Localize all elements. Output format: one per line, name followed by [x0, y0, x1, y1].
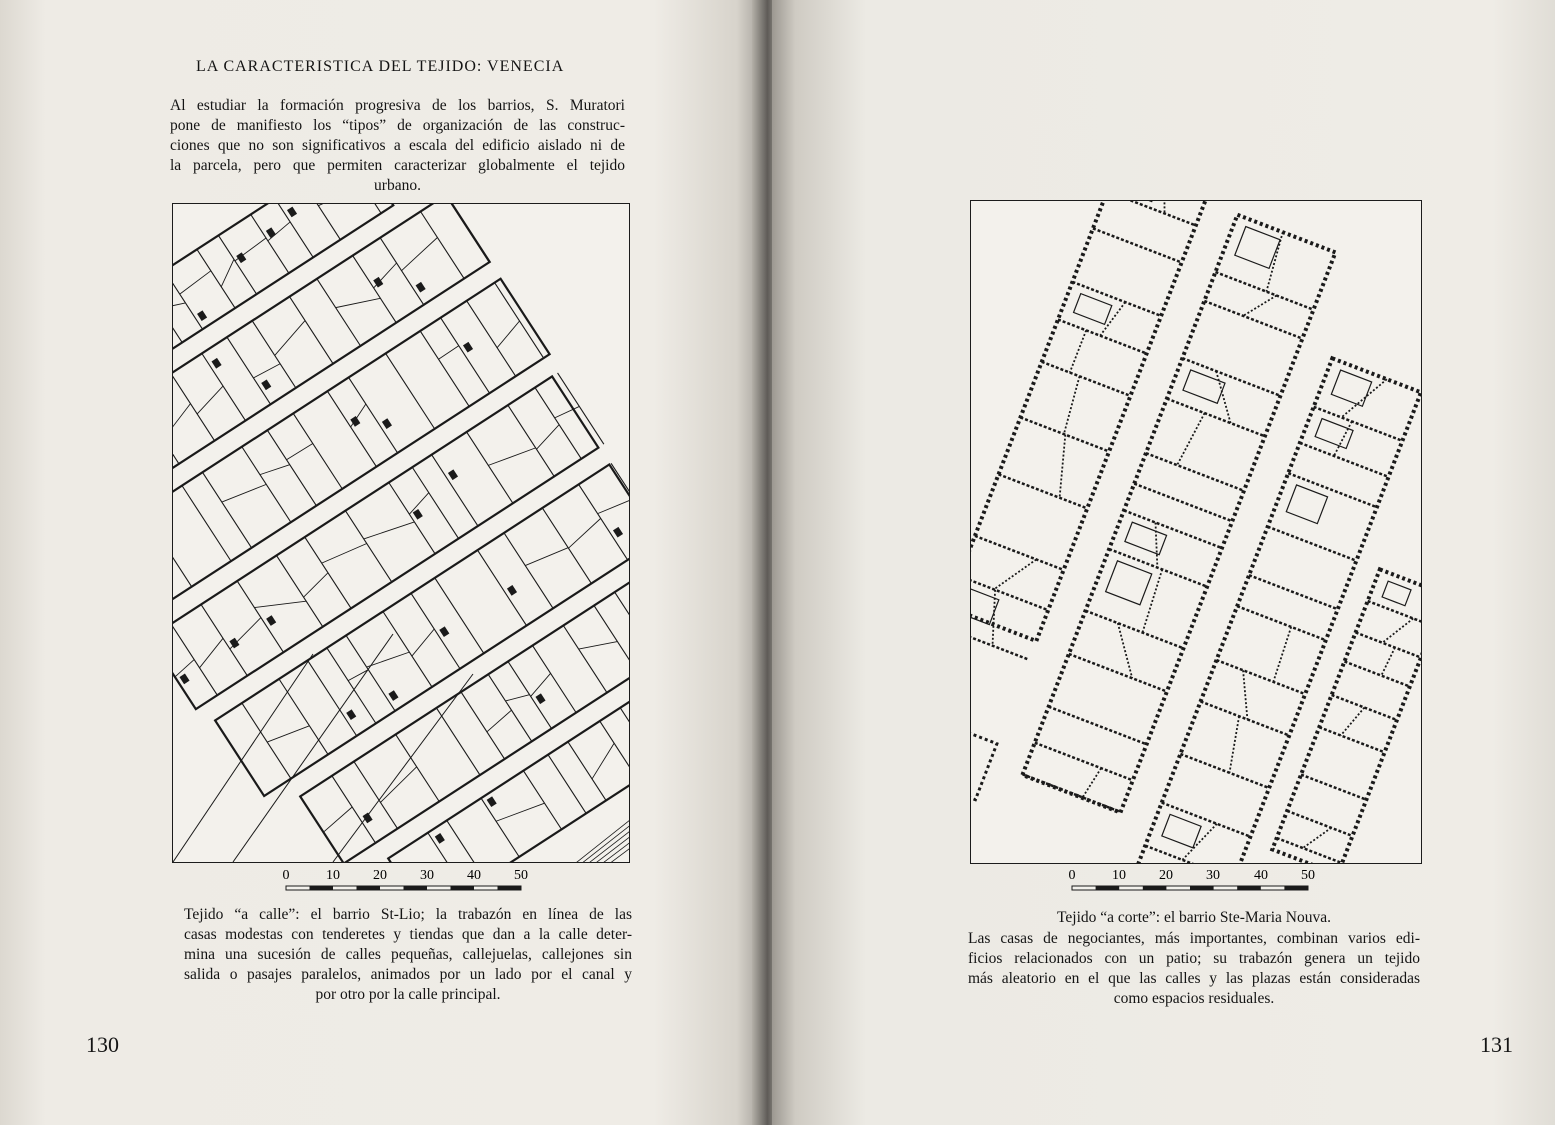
scale-label: 40 — [1254, 868, 1268, 883]
scale-label: 50 — [514, 868, 528, 883]
scale-label: 30 — [1206, 868, 1220, 883]
plan-st-lio — [172, 203, 630, 863]
plan-blocks — [173, 204, 629, 862]
intro-line: pone de manifiesto los “tipos” de organización de las construc- — [170, 117, 625, 134]
scale-label: 30 — [420, 868, 434, 883]
caption-line: ficios relacionados con un patio; su trabazón genera un tejido — [968, 950, 1420, 967]
scale-ticks — [286, 886, 521, 890]
scale-label: 50 — [1301, 868, 1315, 883]
scale-bar — [270, 864, 560, 904]
caption-line: salida o pasajes paralelos, animados por un lado por el canal y — [184, 966, 632, 983]
scale-label: 10 — [1112, 868, 1126, 883]
scale-label: 0 — [282, 868, 290, 883]
plan-blocks — [971, 201, 1421, 863]
page-number: 130 — [86, 1032, 119, 1057]
figure-caption — [184, 905, 632, 1005]
caption-line: Las casas de negociantes, más importantes, combinan varios edi- — [968, 930, 1420, 947]
caption-line: casas modestas con tenderetes y tiendas que dan a la calle deter- — [184, 926, 632, 943]
scale-label: 40 — [467, 868, 481, 883]
scale-label: 0 — [1068, 868, 1076, 883]
caption-line: mina una sucesión de calles pequeñas, callejuelas, callejones sin — [184, 946, 632, 963]
scale-label: 10 — [326, 868, 340, 883]
intro-line: Al estudiar la formación progresiva de los barrios, S. Muratori — [170, 97, 625, 114]
page-number: 131 — [1480, 1032, 1513, 1057]
intro-line: ciones que no son significativos a escala del edificio aislado ni de — [170, 137, 625, 154]
scale-label: 20 — [373, 868, 387, 883]
scale-ticks — [1072, 886, 1308, 890]
intro-line: urbano. — [374, 177, 421, 194]
caption-title: Tejido “a corte”: el barrio Ste-Maria Nouva. — [1057, 909, 1331, 926]
scale-label: 20 — [1159, 868, 1173, 883]
caption-line: más aleatorio en el que las calles y las plazas están consideradas — [968, 970, 1420, 987]
intro-paragraph — [170, 96, 625, 196]
scale-bar — [1062, 864, 1342, 904]
figure-caption — [968, 908, 1420, 1009]
running-head: LA CARACTERISTICA DEL TEJIDO: VENECIA — [196, 58, 565, 75]
right-page — [772, 0, 1555, 1125]
plan-ste-maria-nouva — [970, 200, 1422, 864]
left-page — [0, 0, 760, 1125]
caption-line: Tejido “a calle”: el barrio St-Lio; la trabazón en línea de las — [184, 906, 632, 923]
intro-line: la parcela, pero que permiten caracterizar globalmente el tejido — [170, 157, 625, 174]
caption-line: como espacios residuales. — [1113, 990, 1275, 1007]
caption-line: por otro por la calle principal. — [315, 986, 501, 1003]
